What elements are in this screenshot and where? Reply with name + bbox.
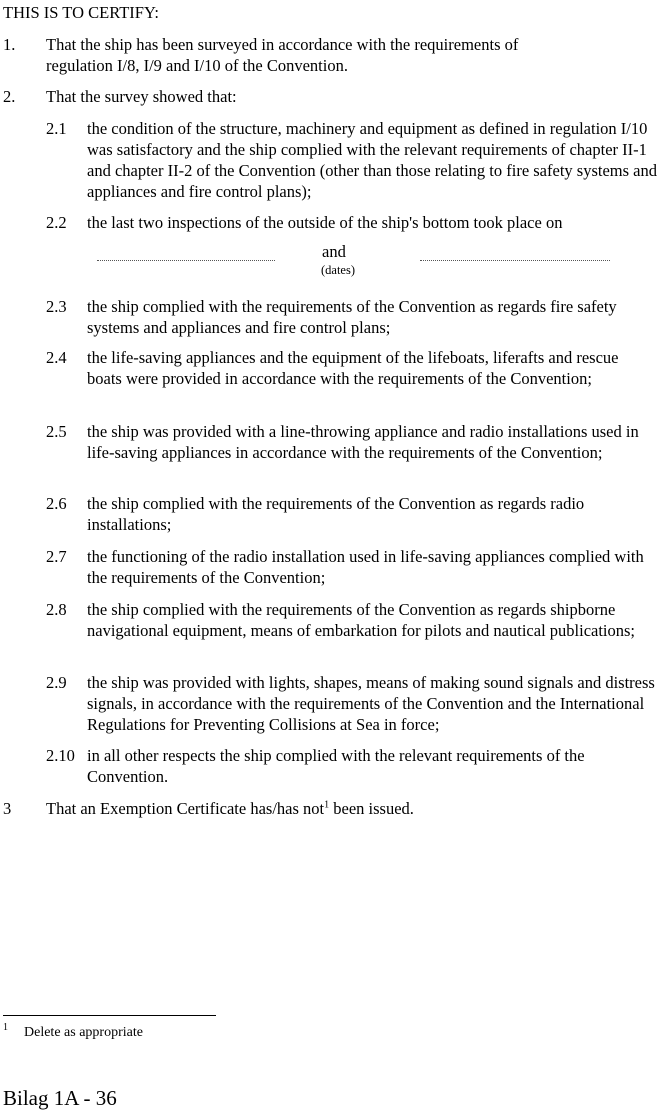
footnote-mark: 1 bbox=[3, 1022, 8, 1033]
second-date-blank bbox=[420, 260, 610, 261]
sub-item-number: 2.4 bbox=[46, 348, 67, 367]
item-3-number: 3 bbox=[3, 799, 12, 818]
item-2-number: 2. bbox=[3, 87, 16, 106]
sub-item-number: 2.3 bbox=[46, 297, 67, 316]
footnote-separator bbox=[3, 1015, 216, 1016]
first-date-blank bbox=[97, 260, 275, 261]
sub-item-text: in all other respects the ship complied with the relevant requirements of the Convention. bbox=[87, 746, 585, 786]
dates-caption: (dates) bbox=[321, 263, 356, 277]
item-2-text: That the survey showed that: bbox=[46, 87, 237, 106]
item-1-number: 1. bbox=[3, 35, 16, 54]
sub-item-number: 2.7 bbox=[46, 547, 67, 566]
sub-item-number: 2.5 bbox=[46, 422, 67, 441]
sub-item-number: 2.8 bbox=[46, 600, 67, 619]
footnote-text: Delete as appropriate bbox=[24, 1025, 143, 1040]
item-3-text bbox=[46, 798, 414, 819]
sub-item-text: the last two inspections of the outside of the ship's bottom took place on bbox=[87, 213, 563, 232]
sub-item-text: the condition of the structure, machinery and equipment as defined in regulation I/10 was satisfactory and the ship complied with the relevant requirements of chapter II-1 and chapter II-2 of the Convention (other than those relating to fire safety systems and appliances and fire control plans); bbox=[87, 119, 657, 201]
sub-item-number: 2.1 bbox=[46, 119, 67, 138]
sub-item-number: 2.9 bbox=[46, 673, 67, 692]
sub-item-text: the life-saving appliances and the equipment of the lifeboats, liferafts and rescue boats were provided in accordance with the requirements of the Convention; bbox=[87, 348, 619, 388]
sub-item-text: the ship was provided with lights, shapes, means of making sound signals and distress signals, in accordance with the requirements of the Convention and the International Regulations for Preventing Collisions at Sea in force; bbox=[87, 673, 655, 734]
footnote-reference: 1 bbox=[324, 799, 330, 811]
and-label: and bbox=[322, 242, 346, 261]
sub-item-number: 2.10 bbox=[46, 746, 75, 765]
sub-item-number: 2.2 bbox=[46, 213, 67, 232]
item-1-text: That the ship has been surveyed in accordance with the requirements of regulation I/8, I/9 and I/10 of the Convention. bbox=[46, 35, 519, 75]
sub-item-text: the ship complied with the requirements of the Convention as regards fire safety systems and appliances and fire control plans; bbox=[87, 297, 617, 337]
sub-item-text: the ship complied with the requirements of the Convention as regards shipborne navigational equipment, means of embarkation for pilots and nautical publications; bbox=[87, 600, 636, 640]
sub-item-text: the functioning of the radio installation used in life-saving appliances complied with the requirements of the Convention; bbox=[87, 547, 644, 587]
sub-item-text: the ship complied with the requirements of the Convention as regards radio installations; bbox=[87, 494, 585, 534]
certificate-heading: THIS IS TO CERTIFY: bbox=[3, 3, 159, 22]
item-3-text-end: been issued. bbox=[329, 799, 414, 818]
page-footer: Bilag 1A - 36 bbox=[3, 1086, 117, 1110]
item-3-text-main: That an Exemption Certificate has/has not bbox=[46, 799, 325, 818]
sub-item-number: 2.6 bbox=[46, 494, 67, 513]
sub-item-text: the ship was provided with a line-throwing appliance and radio installations used in life-saving appliances in accordance with the requirements of the Convention; bbox=[87, 422, 639, 462]
